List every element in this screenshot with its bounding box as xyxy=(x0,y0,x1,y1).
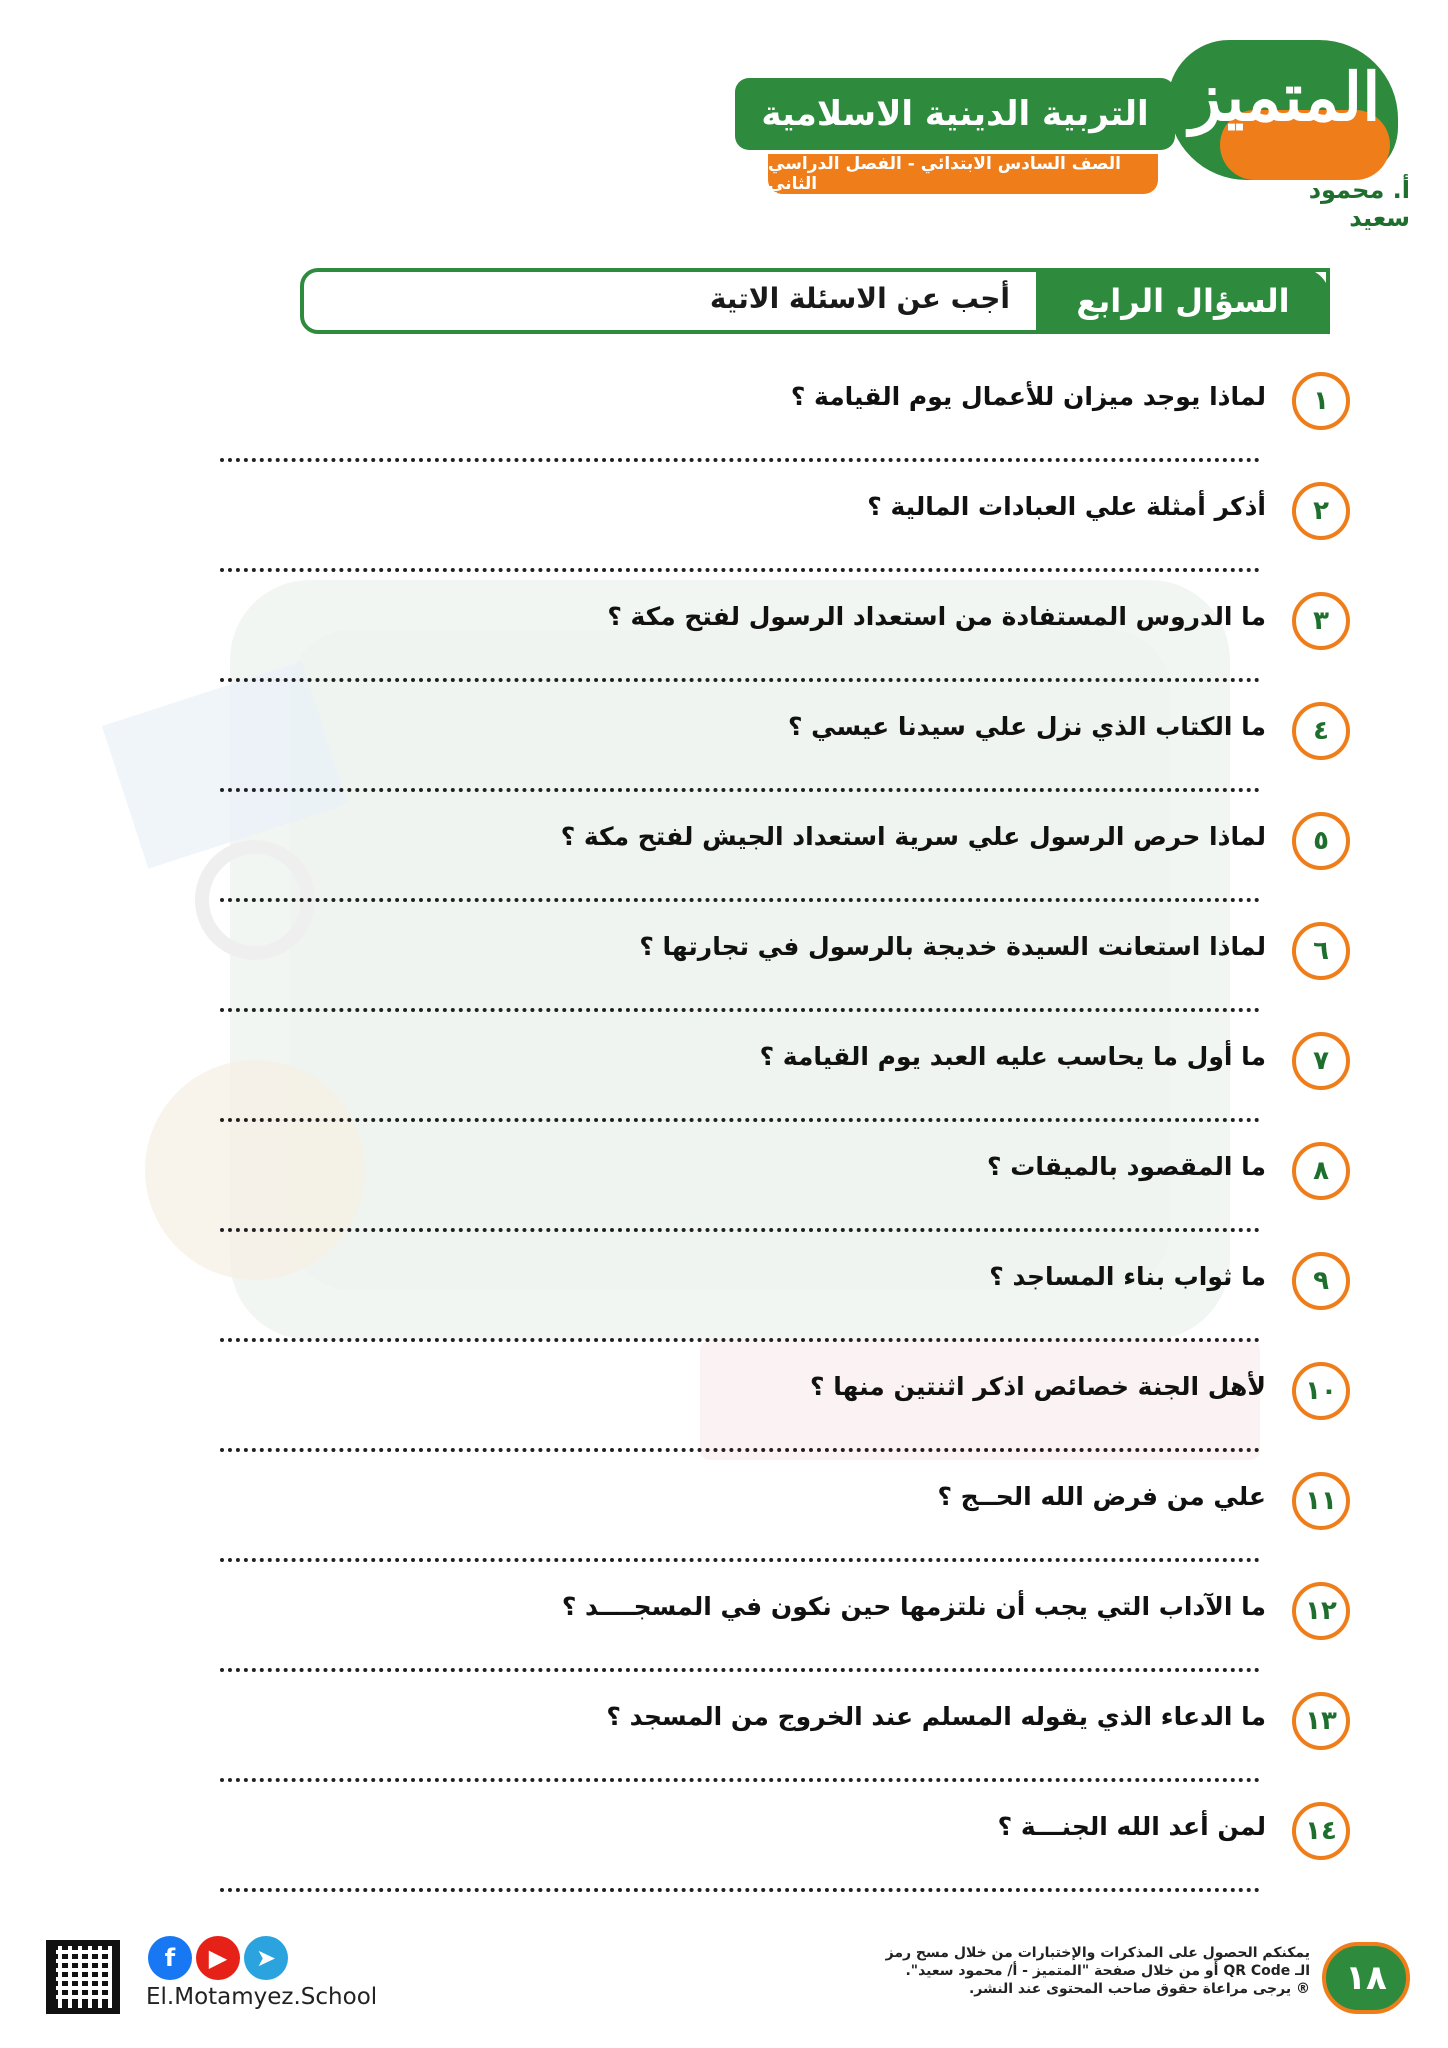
question-number-badge: ٨ xyxy=(1292,1142,1350,1200)
answer-line xyxy=(220,1888,1260,1892)
question-number-badge: ١ xyxy=(1292,372,1350,430)
question-text: علي من فرض الله الحــج ؟ xyxy=(937,1482,1266,1511)
question-item xyxy=(200,702,1350,812)
question-item xyxy=(200,372,1350,482)
question-text: لمن أعد الله الجنـــة ؟ xyxy=(997,1812,1266,1841)
answer-line xyxy=(220,458,1260,462)
question-text: لماذا يوجد ميزان للأعمال يوم القيامة ؟ xyxy=(790,382,1266,411)
question-number-badge: ٥ xyxy=(1292,812,1350,870)
answer-line xyxy=(220,678,1260,682)
question-item xyxy=(200,1142,1350,1252)
section-instruction: أجب عن الاسئلة الاتية xyxy=(709,282,1010,315)
question-text: ما أول ما يحاسب عليه العبد يوم القيامة ؟ xyxy=(759,1042,1266,1071)
question-item xyxy=(200,1692,1350,1802)
question-text: لأهل الجنة خصائص اذكر اثنتين منها ؟ xyxy=(810,1372,1266,1401)
question-number-badge: ١٤ xyxy=(1292,1802,1350,1860)
answer-line xyxy=(220,898,1260,902)
question-item xyxy=(200,922,1350,1032)
question-number-badge: ٤ xyxy=(1292,702,1350,760)
question-text: ما الكتاب الذي نزل علي سيدنا عيسي ؟ xyxy=(787,712,1266,741)
telegram-icon[interactable]: ➤ xyxy=(244,1936,288,1980)
question-number-badge: ٣ xyxy=(1292,592,1350,650)
question-text: لماذا استعانت السيدة خديجة بالرسول في تجارتها ؟ xyxy=(639,932,1266,961)
header-title: التربية الدينية الاسلامية xyxy=(761,94,1149,134)
question-item xyxy=(200,812,1350,922)
qr-code-pattern xyxy=(56,1950,110,2004)
question-text: ما الآداب التي يجب أن نلتزمها حين نكون في المسجــــد ؟ xyxy=(561,1592,1266,1621)
section-tab xyxy=(1036,268,1330,334)
question-number-badge: ٢ xyxy=(1292,482,1350,540)
question-item xyxy=(200,1032,1350,1142)
logo: المتميز xyxy=(1189,58,1381,136)
header-subtitle: الصف السادس الابتدائي - الفصل الدراسي الثاني xyxy=(768,154,1121,194)
question-number-badge: ٦ xyxy=(1292,922,1350,980)
answer-line xyxy=(220,1338,1260,1342)
page-number-badge: ١٨ xyxy=(1322,1942,1410,2014)
question-text: ما الدعاء الذي يقوله المسلم عند الخروج من المسجد ؟ xyxy=(606,1702,1266,1731)
youtube-icon[interactable]: ▶ xyxy=(196,1936,240,1980)
question-text: ما الدروس المستفادة من استعداد الرسول لفتح مكة ؟ xyxy=(607,602,1266,631)
question-text: ما المقصود بالميقات ؟ xyxy=(987,1152,1266,1181)
question-item xyxy=(200,1472,1350,1582)
footer-note xyxy=(860,1944,1310,1998)
question-number-badge: ٩ xyxy=(1292,1252,1350,1310)
answer-line xyxy=(220,1558,1260,1562)
question-item xyxy=(200,1362,1350,1472)
answer-line xyxy=(220,1008,1260,1012)
header-subtitle-bar xyxy=(768,154,1158,194)
question-text: أذكر أمثلة علي العبادات المالية ؟ xyxy=(867,492,1266,521)
question-number-badge: ٧ xyxy=(1292,1032,1350,1090)
question-item xyxy=(200,1582,1350,1692)
answer-line xyxy=(220,1118,1260,1122)
answer-line xyxy=(220,1668,1260,1672)
author-name: أ. محمود سعيد xyxy=(1308,176,1410,232)
question-number-badge: ١٢ xyxy=(1292,1582,1350,1640)
question-item xyxy=(200,592,1350,702)
footer-note-line: ® يرجى مراعاة حقوق صاحب المحتوى عند النشر. xyxy=(968,1981,1310,1997)
question-item xyxy=(200,482,1350,592)
question-number-badge: ١٠ xyxy=(1292,1362,1350,1420)
question-item xyxy=(200,1252,1350,1362)
footer-note-line: يمكنكم الحصول على المذكرات والإختبارات من خلال مسح رمز xyxy=(885,1945,1310,1961)
question-number-badge: ١١ xyxy=(1292,1472,1350,1530)
question-text: ما ثواب بناء المساجد ؟ xyxy=(989,1262,1266,1291)
answer-line xyxy=(220,568,1260,572)
answer-line xyxy=(220,1228,1260,1232)
answer-line xyxy=(220,788,1260,792)
header-title-bar xyxy=(735,78,1175,150)
question-number-badge: ١٣ xyxy=(1292,1692,1350,1750)
facebook-icon[interactable]: f xyxy=(148,1936,192,1980)
answer-line xyxy=(220,1778,1260,1782)
answer-line xyxy=(220,1448,1260,1452)
website-label[interactable]: El.Motamyez.School xyxy=(146,1984,378,2010)
footer-note-line: الـ QR Code أو من خلال صفحة "المتميز - أ/ محمود سعيد". xyxy=(905,1963,1310,1979)
question-item xyxy=(200,1802,1350,1912)
section-tab-label: السؤال الرابع xyxy=(1076,282,1290,320)
question-text: لماذا حرص الرسول علي سرية استعداد الجيش لفتح مكة ؟ xyxy=(560,822,1266,851)
